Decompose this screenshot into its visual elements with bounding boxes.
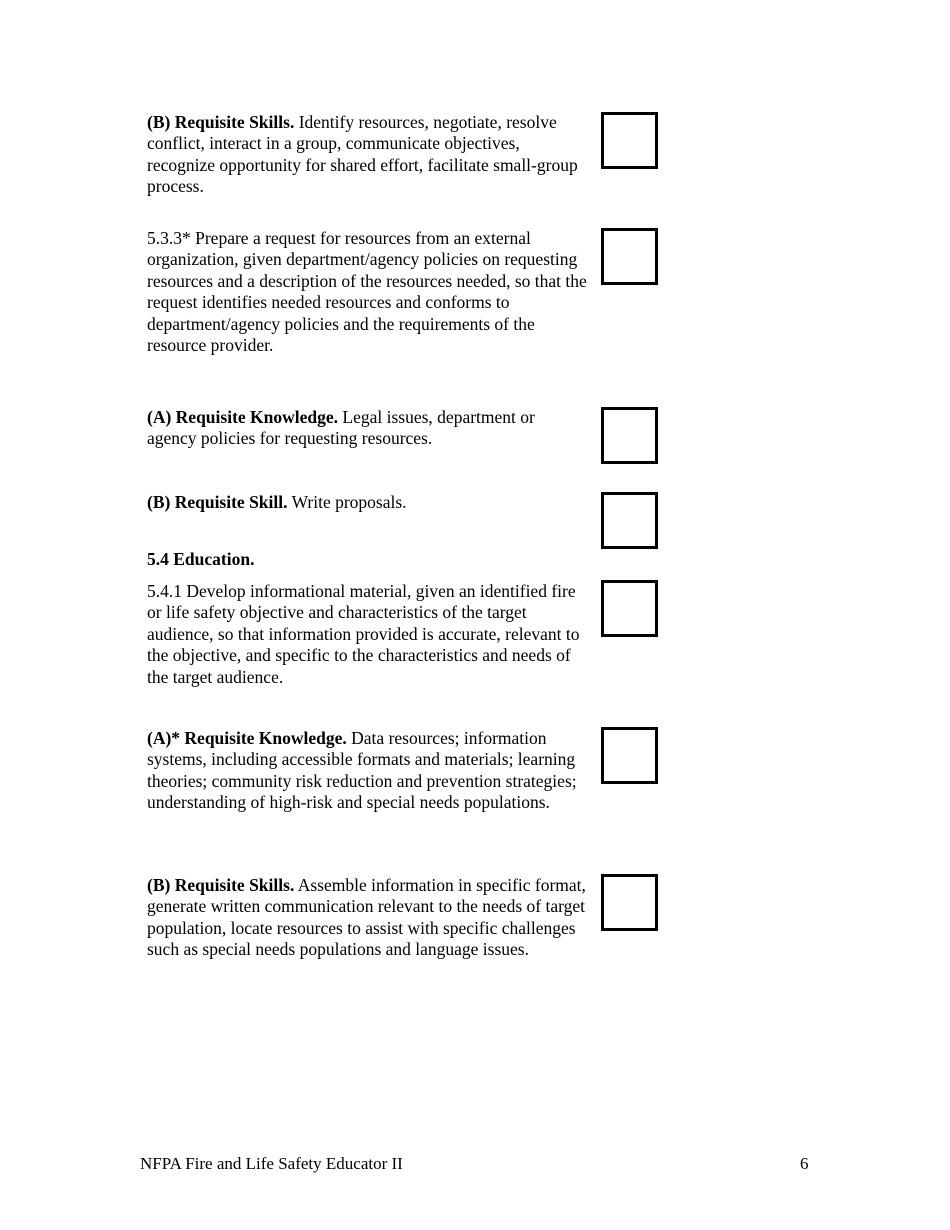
requirement-block [147,875,587,961]
page-number: 6 [800,1154,809,1173]
requirement-label: (B) Requisite Skills. [147,875,295,895]
requirement-label: (A)* Requisite Knowledge. [147,728,347,748]
checkbox[interactable] [601,407,658,464]
requirement-block [147,581,587,688]
checkbox[interactable] [601,580,658,637]
requirement-text: Assemble information in specific format, generate written communication relevant to the needs of target population, locate resources to assist with specific challenges such as special needs populations and language issues. [147,875,586,960]
checkbox[interactable] [601,727,658,784]
checkbox[interactable] [601,112,658,169]
requirement-block [147,728,587,814]
section-heading: 5.4 Education. [147,549,255,569]
requirement-text: Legal issues, department or agency policies for requesting resources. [147,407,535,449]
requirement-text: Data resources; information systems, including accessible formats and materials; learning theories; community risk reduction and prevention strategies; understanding of high-risk and special needs populations. [147,728,577,813]
requirement-label: (B) Requisite Skill. [147,492,288,512]
requirement-block [147,112,587,198]
checkbox[interactable] [601,492,658,549]
requirement-label: (A) Requisite Knowledge. [147,407,339,427]
checkbox[interactable] [601,228,658,285]
requirement-block [147,492,587,513]
requirement-label: (B) Requisite Skills. [147,112,295,132]
requirement-text: Identify resources, negotiate, resolve conflict, interact in a group, communicate objectives, recognize opportunity for shared effort, facilitate small-group process. [147,112,578,197]
requirement-text: Write proposals. [287,492,407,512]
requirement-block [147,407,587,450]
requirement-text: 5.3.3* Prepare a request for resources from an external organization, given department/agency policies on requesting resources and a description of the resources needed, so that the request identifies needed resources and conforms to department/agency policies and the requirements of the resource provider. [147,228,587,356]
requirement-text: 5.4.1 Develop informational material, given an identified fire or life safety objective and characteristics of the target audience, so that information provided is accurate, relevant to the objective, and specific to the characteristics and needs of the target audience. [147,581,580,687]
checkbox[interactable] [601,874,658,931]
footer-title: NFPA Fire and Life Safety Educator II [140,1154,403,1173]
requirement-block [147,228,587,356]
